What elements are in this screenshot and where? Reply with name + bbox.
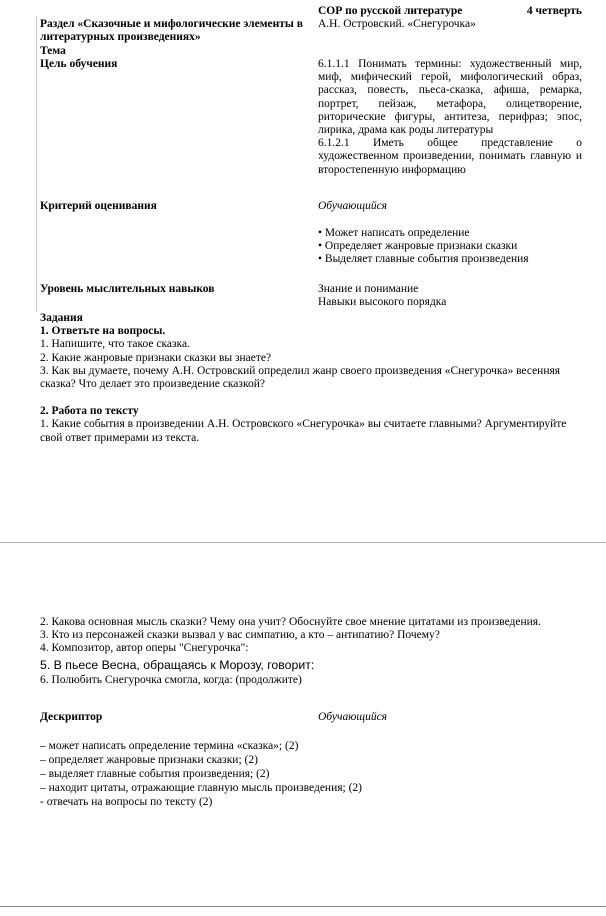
descriptor-item: - отвечать на вопросы по тексту (2) xyxy=(40,796,213,808)
learning-objectives xyxy=(318,58,582,177)
skill-item: Знание и понимание xyxy=(318,283,419,295)
header-course-title: СОР по русской литературе xyxy=(318,5,463,17)
descriptor-item: – выделяет главные события произведения; (2) xyxy=(40,768,270,780)
header-title-row xyxy=(318,5,582,18)
criteria-intro: Обучающийся xyxy=(318,200,388,212)
tasks-heading: Задания xyxy=(40,312,83,324)
criterion-item: • Определяет жанровые признаки сказки xyxy=(318,240,518,253)
label-assessment-criteria: Критерий оценивания xyxy=(40,200,157,212)
descriptor-item: – может написать определение термина «сказка»; (2) xyxy=(40,740,299,752)
descriptor-list xyxy=(40,739,583,809)
task1-question: 3. Как вы думаете, почему А.Н. Островский определил жанр своего произведения «Снегурочка» весенняя сказка? Что делает это произведение сказкой? xyxy=(40,364,561,391)
tasks-section xyxy=(40,312,583,445)
page2-questions xyxy=(40,616,583,687)
question-item: 2. Какова основная мысль сказки? Чему она учит? Обоснуйте свое мнение цитатами из произведения. xyxy=(40,616,541,628)
objective-item: 6.1.2.1 Иметь общее представление о художественном произведении, понимать главную и второстепенную информацию xyxy=(318,137,582,176)
header-work-title: А.Н. Островский. «Снегурочка» xyxy=(318,18,476,31)
label-thinking-skills: Уровень мыслительных навыков xyxy=(40,283,215,295)
label-descriptor: Дескриптор xyxy=(40,711,103,723)
task1-question: 1. Напишите, что такое сказка. xyxy=(40,338,190,351)
task2-question: 1. Какие события в произведении А.Н. Островского «Снегурочка» вы считаете главными? Аргументируйте свой ответ примерами из текста. xyxy=(40,418,567,444)
thinking-skills xyxy=(318,283,582,309)
skill-item: Навыки высокого порядка xyxy=(318,296,447,309)
page-break-divider xyxy=(0,542,606,543)
task1-title: 1. Ответьте на вопросы. xyxy=(40,325,166,338)
table-left-border xyxy=(36,16,37,312)
descriptor-item: – определяет жанровые признаки сказки; (2) xyxy=(40,754,258,766)
criteria-list xyxy=(318,227,582,267)
header-quarter: 4 четверть xyxy=(526,5,582,17)
criterion-item: • Может написать определение xyxy=(318,227,470,239)
task1-question: 2. Какие жанровые признаки сказки вы знаете? xyxy=(40,351,272,364)
label-learning-objective: Цель обучения xyxy=(40,58,118,70)
objective-item: 6.1.1.1 Понимать термины: художественный мир, миф, мифический герой, мифологический образ, рассказ, повесть, пьеса-сказка, афиша, ремарка, портрет, пейзаж, метафора, олицетворение, риторические фигуры, антитеза, перифраз; эпос, лирика, драма как роды литературы xyxy=(318,58,582,137)
label-section: Раздел «Сказочные и мифологические элементы в литературных произведениях» xyxy=(40,18,303,44)
question-item: 3. Кто из персонажей сказки вызвал у вас симпатию, а кто – антипатию? Почему? xyxy=(40,629,440,642)
question-item: 6. Полюбить Снегурочка смогла, когда: (продолжите) xyxy=(40,673,302,686)
label-theme: Тема xyxy=(40,45,66,57)
task2-title: 2. Работа по тексту xyxy=(40,405,139,418)
bottom-page-border xyxy=(0,906,606,907)
criterion-item: • Выделяет главные события произведения xyxy=(318,253,529,266)
question-item: 4. Композитор, автор оперы "Снегурочка": xyxy=(40,642,249,655)
document-header xyxy=(318,5,582,31)
descriptor-item: – находит цитаты, отражающие главную мысль произведения; (2) xyxy=(40,782,362,794)
question-item: 5. В пьесе Весна, обращаясь к Морозу, говорит: xyxy=(40,657,315,672)
descriptor-student: Обучающийся xyxy=(318,711,388,723)
